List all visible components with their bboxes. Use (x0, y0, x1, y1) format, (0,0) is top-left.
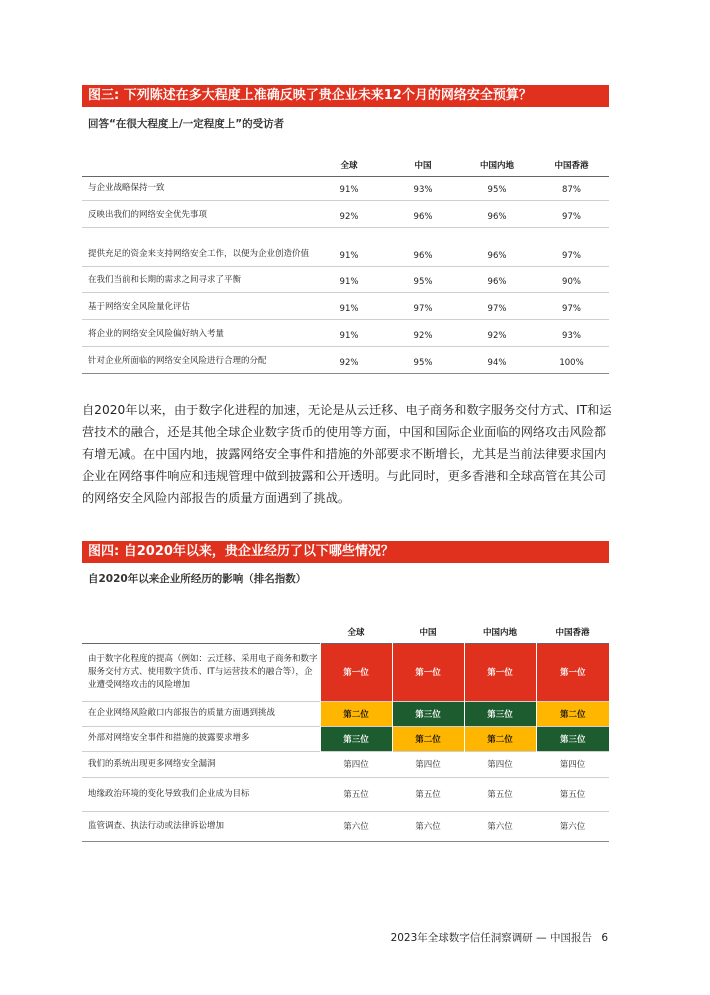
table-cell: 97% (487, 303, 507, 314)
table-row (82, 176, 609, 200)
table-cell: 93% (413, 184, 433, 195)
table-cell: 91% (339, 303, 359, 314)
rank-cell: 第三位 (392, 701, 464, 726)
figure4-subtitle: 自2020年以来企业所经历的影响（排名指数） (88, 573, 307, 585)
rank-cell: 第五位 (559, 790, 586, 800)
rank-cell: 第六位 (415, 822, 441, 832)
rank-cell: 第四位 (343, 760, 369, 770)
rank-cell: 第三位 (320, 726, 392, 751)
table-cell: 91% (339, 276, 359, 287)
rank-cell: 第四位 (559, 760, 586, 770)
rank-cell: 第一位 (536, 643, 609, 701)
rank-cell: 第四位 (487, 760, 513, 770)
table-cell: 91% (339, 250, 359, 261)
row-label: 监管调查、执法行动或法律诉讼增加 (88, 820, 225, 831)
row-label: 基于网络安全风险量化评估 (88, 301, 191, 312)
row-label: 由于数字化程度的提高（例如：云迁移、采用电子商务和数字服务交付方式、使用数字货币、IT与运营技术的融合等），企业遭受网络攻击的风险增加 (88, 653, 318, 690)
table-row (82, 200, 609, 227)
table-cell: 93% (562, 330, 581, 341)
header-empty (82, 154, 312, 176)
row-label: 与企业战略保持一致 (88, 182, 165, 193)
table-cell: 97% (413, 303, 433, 314)
table-row (82, 319, 609, 346)
table-row (82, 227, 609, 266)
rank-cell: 第一位 (392, 643, 464, 701)
row-label: 反映出我们的网络安全优先事项 (88, 209, 208, 220)
table-row (82, 751, 609, 777)
rank-cell: 第六位 (343, 822, 369, 832)
table-header-row (82, 621, 609, 643)
rank-cell: 第二位 (320, 701, 392, 726)
table-cell: 92% (339, 211, 359, 222)
header-empty (82, 621, 320, 643)
rank-cell: 第六位 (487, 822, 513, 832)
rank-cell: 第三位 (536, 726, 609, 751)
rank-cell: 第五位 (487, 790, 513, 800)
table-cell: 92% (487, 330, 507, 341)
table-cell: 95% (487, 184, 507, 195)
table-row (82, 346, 609, 373)
figure4-table (82, 621, 609, 842)
column-header: 中国香港 (554, 160, 589, 171)
column-header: 全球 (347, 627, 365, 638)
row-label: 针对企业所面临的网络安全风险进行合理的分配 (88, 355, 267, 366)
figure3-table (82, 154, 609, 374)
table-cell: 95% (413, 276, 433, 287)
column-header: 中国 (419, 627, 437, 638)
column-header: 中国内地 (482, 627, 517, 638)
page-number: 6 (601, 932, 608, 944)
column-header: 全球 (340, 160, 358, 171)
rank-cell: 第一位 (464, 643, 536, 701)
table-cell: 96% (413, 211, 433, 222)
table-row (82, 643, 609, 701)
table-cell: 87% (562, 184, 581, 195)
table-cell: 91% (339, 184, 359, 195)
column-header: 中国内地 (479, 160, 514, 171)
row-label: 提供充足的资金来支持网络安全工作，以便为企业创造价值 (88, 248, 310, 259)
rank-cell: 第二位 (464, 726, 536, 751)
row-label: 在企业网络风险敞口内部报告的质量方面遇到挑战 (88, 708, 276, 718)
table-cell: 96% (413, 250, 433, 261)
rank-cell: 第六位 (559, 822, 586, 832)
rank-cell: 第五位 (415, 790, 441, 800)
table-row (82, 726, 609, 751)
table-cell: 92% (339, 357, 359, 368)
table-cell: 97% (562, 303, 581, 314)
footer-text: 2023年全球数字信任洞察调研 — 中国报告 (390, 932, 592, 944)
table-cell: 91% (339, 330, 359, 341)
row-label: 外部对网络安全事件和措施的披露要求增多 (88, 733, 250, 743)
rank-cell: 第五位 (343, 790, 369, 800)
table-cell: 97% (562, 211, 581, 222)
figure4-title: 图四: 自2020年以来，贵企业经历了以下哪些情况？ (82, 541, 609, 563)
table-row (82, 266, 609, 292)
table-row (82, 292, 609, 319)
table-cell: 96% (487, 211, 507, 222)
table-row (82, 811, 609, 841)
page-footer (391, 930, 608, 945)
rank-cell: 第三位 (464, 701, 536, 726)
table-cell: 100% (559, 357, 584, 368)
row-label: 我们的系统出现更多网络安全漏洞 (88, 758, 216, 769)
body-paragraph: 自2020年以来，由于数字化进程的加速，无论是从云迁移、电子商务和数字服务交付方式、IT和运营技术的融合，还是其他全球企业数字货币的使用等方面，中国和国际企业面临的网络攻击风险都有增无减。在中国内地，披露网络安全事件和措施的外部要求不断增长，尤其是当前法律要求国内企业在网络事件响应和违规管理中做到披露和公开透明。与此同时，更多香港和全球高管在其公司的网络安全风险内部报告的质量方面遇到了挑战。 (82, 403, 612, 505)
rank-cell: 第二位 (392, 726, 464, 751)
table-cell: 94% (487, 357, 507, 368)
row-label: 地缘政治环境的变化导致我们企业成为目标 (88, 788, 250, 799)
table-row (82, 701, 609, 726)
rank-cell: 第四位 (415, 760, 441, 770)
column-header: 中国 (414, 160, 432, 171)
row-label: 在我们当前和长期的需求之间寻求了平衡 (88, 274, 242, 285)
table-cell: 92% (413, 330, 433, 341)
table-cell: 90% (562, 276, 581, 287)
table-cell: 97% (562, 250, 581, 261)
table-cell: 96% (487, 250, 507, 261)
table-cell: 95% (413, 357, 433, 368)
table-header-row (82, 154, 609, 176)
figure3-title: 图三: 下列陈述在多大程度上准确反映了贵企业未来12个月的网络安全预算？ (82, 85, 609, 107)
rank-cell: 第一位 (320, 643, 392, 701)
figure3-subtitle: 回答“在很大程度上/一定程度上”的受访者 (88, 118, 285, 130)
table-cell: 96% (487, 276, 507, 287)
table-row (82, 777, 609, 811)
rank-cell: 第二位 (536, 701, 609, 726)
column-header: 中国香港 (555, 627, 590, 638)
row-label: 将企业的网络安全风险偏好纳入考量 (88, 328, 225, 339)
